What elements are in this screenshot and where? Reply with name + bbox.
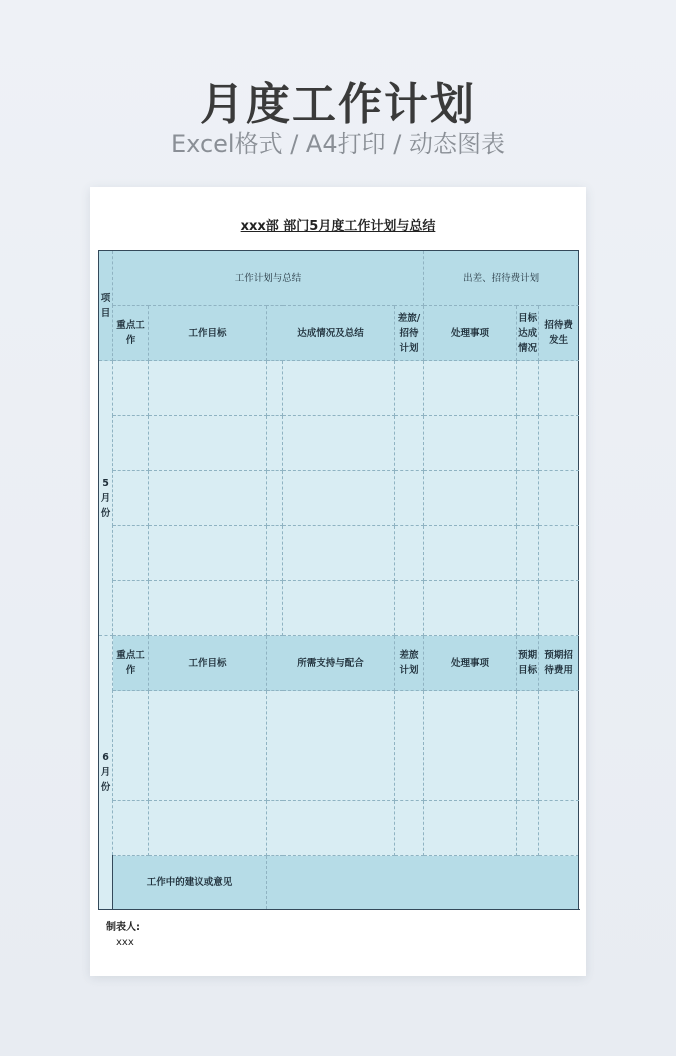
table-cell[interactable]: [539, 471, 579, 526]
table-cell[interactable]: [539, 801, 579, 856]
table-cell[interactable]: [424, 691, 517, 801]
spreadsheet-sheet: [90, 187, 586, 976]
table-cell[interactable]: [283, 581, 395, 636]
table-cell[interactable]: [517, 581, 539, 636]
table-cell[interactable]: [395, 526, 424, 581]
may-label: 5月份: [99, 361, 113, 636]
maker-block: [106, 920, 140, 950]
june-col-handling: 处理事项: [424, 636, 517, 691]
table-cell[interactable]: [113, 471, 149, 526]
col-handling: 处理事项: [424, 306, 517, 361]
table-cell[interactable]: [149, 526, 267, 581]
table-cell[interactable]: [395, 691, 424, 801]
june-col-expected-goal: 预期目标: [517, 636, 539, 691]
table-cell[interactable]: [539, 526, 579, 581]
table-cell[interactable]: [283, 416, 395, 471]
table-cell[interactable]: [267, 526, 283, 581]
table-cell[interactable]: [267, 801, 395, 856]
col-achievement: 达成情况及总结: [267, 306, 395, 361]
maker-label: 制表人:: [106, 922, 140, 933]
col-work-goal: 工作目标: [149, 306, 267, 361]
suggestion-input[interactable]: [267, 856, 579, 910]
table-cell[interactable]: [517, 416, 539, 471]
table-cell[interactable]: [283, 526, 395, 581]
june-col-key-work: 重点工作: [113, 636, 149, 691]
table-cell[interactable]: [149, 361, 267, 416]
col-goal-reached: 目标达成情况: [517, 306, 539, 361]
plan-table: [98, 250, 579, 910]
table-cell[interactable]: [267, 416, 283, 471]
table-cell[interactable]: [395, 581, 424, 636]
document-title: xxx部 部门5月度工作计划与总结: [240, 219, 436, 234]
table-cell[interactable]: [267, 471, 283, 526]
col-key-work: 重点工作: [113, 306, 149, 361]
table-cell[interactable]: [149, 471, 267, 526]
table-cell[interactable]: [539, 691, 579, 801]
table-cell[interactable]: [149, 691, 267, 801]
june-col-work-goal: 工作目标: [149, 636, 267, 691]
june-col-expected-cost: 预期招待费用: [539, 636, 579, 691]
table-cell[interactable]: [149, 416, 267, 471]
trip-plan-header: 出差、招待费计划: [424, 251, 579, 306]
table-cell[interactable]: [395, 471, 424, 526]
maker-name: xxx: [116, 937, 134, 948]
table-cell[interactable]: [395, 416, 424, 471]
table-cell[interactable]: [267, 361, 283, 416]
table-cell[interactable]: [113, 526, 149, 581]
table-cell[interactable]: [395, 801, 424, 856]
table-cell[interactable]: [113, 691, 149, 801]
table-cell[interactable]: [539, 416, 579, 471]
table-cell[interactable]: [424, 581, 517, 636]
item-label: 项目: [99, 251, 113, 361]
table-cell[interactable]: [424, 801, 517, 856]
table-cell[interactable]: [517, 801, 539, 856]
table-cell[interactable]: [267, 581, 283, 636]
table-cell[interactable]: [283, 471, 395, 526]
table-cell[interactable]: [517, 471, 539, 526]
col-trip-plan: 差旅/招待计划: [395, 306, 424, 361]
table-cell[interactable]: [113, 361, 149, 416]
june-label: 6月份: [99, 636, 113, 910]
plan-summary-header: 工作计划与总结: [113, 251, 424, 306]
table-cell[interactable]: [113, 581, 149, 636]
suggestion-label: 工作中的建议或意见: [113, 856, 267, 910]
table-cell[interactable]: [539, 581, 579, 636]
table-cell[interactable]: [283, 361, 395, 416]
table-cell[interactable]: [395, 361, 424, 416]
banner-title: 月度工作计划: [200, 79, 476, 130]
table-cell[interactable]: [424, 416, 517, 471]
table-cell[interactable]: [517, 361, 539, 416]
june-col-support: 所需支持与配合: [267, 636, 395, 691]
table-cell[interactable]: [517, 691, 539, 801]
table-cell[interactable]: [424, 471, 517, 526]
table-cell[interactable]: [424, 361, 517, 416]
col-entertain-cost: 招待费发生: [539, 306, 579, 361]
table-cell[interactable]: [539, 361, 579, 416]
table-cell[interactable]: [517, 526, 539, 581]
table-cell[interactable]: [267, 691, 395, 801]
june-col-trip-plan: 差旅计划: [395, 636, 424, 691]
table-cell[interactable]: [149, 581, 267, 636]
table-cell[interactable]: [113, 801, 149, 856]
table-cell[interactable]: [149, 801, 267, 856]
banner-subtitle: Excel格式 / A4打印 / 动态图表: [171, 130, 505, 158]
table-cell[interactable]: [424, 526, 517, 581]
table-cell[interactable]: [113, 416, 149, 471]
